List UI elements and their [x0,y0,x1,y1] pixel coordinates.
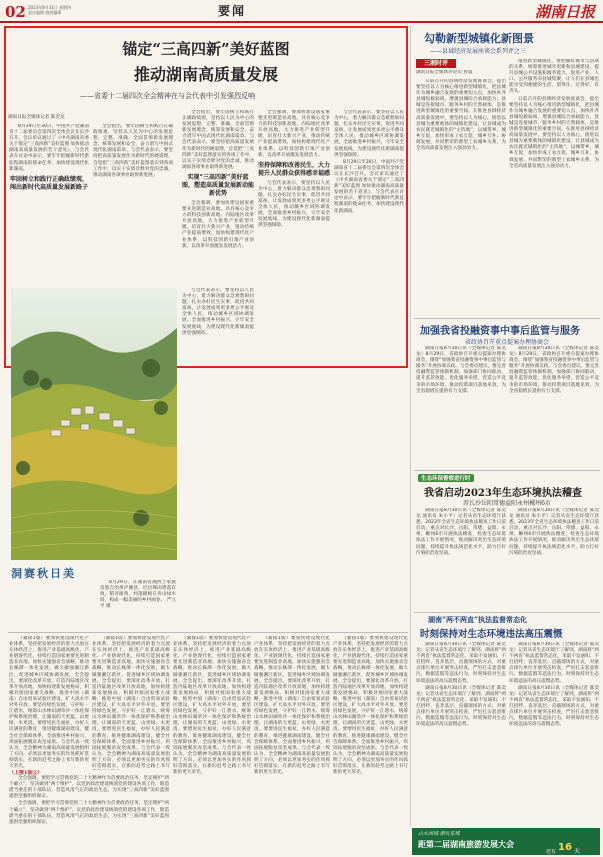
eco-badge: 生态环保督察进行时 [418,474,474,482]
banner-slogan: 山水洲城·潮玩星城 [418,831,460,837]
lead-col3-bottom: 与会代表表示，要坚持以人民为中心，着力解决群众急难愁盼问题，扎实办好民生实事，促进共同富裕，让发展成果更多更公平惠及全体人民，推动城乡区域协调发展，全面推进乡村振兴，守牢安全发展底线，为建设现代化新湖南提供坚强保障。 [182,288,254,336]
campaign-col1: 湖南日报8月30日讯（全媒体记者 陈奕龙）记者从省生态环境厅了解到，湖南将“两不两直”执法监督常态化，采取不发通知、不打招呼、直奔基层、直插现场的方式，对重点排污单位开展突击检查，严厉打击恶意排污、数据造假等违法行为，时刻保持对生态环境违法的高压震慑态势。 湖南日报8月30日讯（全媒体记者 陈奕龙）记者从省生态环境厅了解到，湖南将“两不两直”执法监督常态化，采取不发通知、不打招呼、直奔基层、直插现场的方式，对重点排污单位开展突击检查，严厉打击恶意排污、数据造假等违法行为，时刻保持对生态环境违法的高压震慑态势。 [416,642,506,728]
investment-subtitle: 省政协召开重点提案办理协商会 [464,339,549,346]
date-line: 2023年8月31日 星期四 责任编辑 值班编辑 [28,5,72,15]
continued-col5: （紧接1版）要加快建设现代化产业体系，坚持把发展经济的着力点放在实体经济上，推进产业基础高级化、产业链现代化，持续打造国家重要先进制造业高地。加快实施强省会战略，推动长株潭一体化发展，做大做强湘江新区，促进城乡区域协调发展。全会提出，要深化改革开放，打造内陆地区改革开放高地，加快构建新发展格局，积极对接国家重大战略，推进中国（湖南）自由贸易试验区建设，扩大高水平对外开放。要坚持绿色发展，守护好一江碧水，统筹山水林田湖草沙一体化保护和系统治理，让湖南的天更蓝、山更绿、水更清。要增进民生福祉，办好人民满意的教育，推进健康湖南建设，健全社会保障体系，全面推进乡村振兴，巩固拓展脱贫攻坚成果。与会代表一致认为，全会精神为湖南高质量发展指明了方向，必须以更加务实的作风抓好贯彻落实，在新的赶考之路上书写新的更大荣光。 [333,636,408,776]
commentary-author: 湖南日报全媒体评论员 曾震 [416,70,473,75]
lead-col3: 全会指出，要牢固树立和践行正确政绩观，坚持以人民为中心的发展思想，完整、准确、全面贯彻新发展理念，统筹发展和安全，奋力谱写中国式现代化湖南篇章。与会代表表示，要坚持把高质量发展作为新时代的硬道理，自觉把“三高四新”美好蓝图落实到各项工作中，以实干实绩诠释对党的忠诚，推动湖南各项事业取得新进展。 实现“三高四新”美好蓝图，塑造高质量发展新动能新优势 全会强调，要加快建设国家重要先进制造业高地、具有核心竞争力的科技创新高地、内陆地区改革开放高地，大力推进产业转型升级，培育壮大新兴产业，推动传统产业提质增效，加快构建现代化产业体系，以科技创新引领产业创新，以改革开放激发发展活力。 [182,110,254,249]
banner-unit: 天 [574,848,581,855]
divider-right-1 [414,318,600,319]
lead-headline-line1: 锚定“三高四新”美好蓝图 [122,40,290,58]
continued-col4: （紧接1版）要加快建设现代化产业体系，坚持把发展经济的着力点放在实体经济上，推进产业基础高级化、产业链现代化，持续打造国家重要先进制造业高地。加快实施强省会战略，推动长株潭一体化发展，做大做强湘江新区，促进城乡区域协调发展。全会提出，要深化改革开放，打造内陆地区改革开放高地，加快构建新发展格局，积极对接国家重大战略，推进中国（湖南）自由贸易试验区建设，扩大高水平对外开放。要坚持绿色发展，守护好一江碧水，统筹山水林田湖草沙一体化保护和系统治理，让湖南的天更蓝、山更绿、水更清。要增进民生福祉，办好人民满意的教育，推进健康湖南建设，健全社会保障体系，全面推进乡村振兴，巩固拓展脱贫攻坚成果。与会代表一致认为，全会精神为湖南高质量发展指明了方向，必须以更加务实的作风抓好贯彻落实，在新的赶考之路上书写新的更大荣光。 [254,636,330,776]
jump-block: （上接1版②） 全会强调，要把学习贯彻党的二十大精神作为首要政治任务，坚定拥护“两个确立”，坚决做到“两个维护”，以党的政治建设统领党的建设各项工作，锻造堪当重任的干部队伍，营造风清气正的政治生态，为实现“三高四新”美好蓝图提供坚强组织保证。 全会强调，要把学习贯彻党的二十大精神作为首要政治任务，坚定拥护“两个确立”，坚决做到“两个维护”，以党的政治建设统领党的建设各项工作，锻造堪当重任的干部队伍，营造风清气正的政治生态，为实现“三高四新”美好蓝图提供坚强组织保证。 [9,770,169,854]
lead-byline: 湖南日报全媒体记者 陈奕龙 [8,115,65,120]
continued-col1: （紧接1版）要加快建设现代化产业体系，坚持把发展经济的着力点放在实体经济上，推进产业基础高级化、产业链现代化，持续打造国家重要先进制造业高地。加快实施强省会战略，推动长株潭一体化发展，做大做强湘江新区，促进城乡区域协调发展。全会提出，要深化改革开放，打造内陆地区改革开放高地，加快构建新发展格局，积极对接国家重大战略，推进中国（湖南）自由贸易试验区建设，扩大高水平对外开放。要坚持绿色发展，守护好一江碧水，统筹山水林田湖草沙一体化保护和系统治理，让湖南的天更蓝、山更绿、水更清。要增进民生福祉，办好人民满意的教育，推进健康湖南建设，健全社会保障体系，全面推进乡村振兴，巩固拓展脱贫攻坚成果。与会代表一致认为，全会精神为湖南高质量发展指明了方向，必须以更加务实的作风抓好贯彻落实，在新的赶考之路上书写新的更大荣光。 [9,636,89,769]
divider-right-3 [414,612,600,613]
lead-col4: 全会强调，要加快建设国家重要先进制造业高地、具有核心竞争力的科技创新高地、内陆地区改革开放高地，大力推进产业转型升级，培育壮大新兴产业，推动传统产业提质增效，加快构建现代化产业体系，以科技创新引领产业创新，以改革开放激发发展活力。 坚持保障和改善民生，大力提升人民群众获得感幸福感 与会代表表示，要坚持以人民为中心，着力解决群众急难愁盼问题，扎实办好民生实事，促进共同富裕，让发展成果更多更公平惠及全体人民，推动城乡区域协调发展，全面推进乡村振兴，守牢安全发展底线，为建设现代化新湖南提供坚强保障。 [258,110,330,229]
investment-title: 加强我省投融资事中事后监管与服务 [420,326,580,337]
section-title: 要闻 [218,4,247,18]
masthead-rule [0,21,603,23]
lead-col5: 与会代表表示，要坚持以人民为中心，着力解决群众急难愁盼问题，扎实办好民生实事，促进共同富裕，让发展成果更多更公平惠及全体人民，推动城乡区域协调发展，全面推进乡村振兴，守牢安全发展底线，为建设现代化新湖南提供坚强保障。 8月29日至30日，中国共产党湖南省十二届委员会第四次全体会议在长沙召开。会议审议通过了《中共湖南省委关于锚定“三高四新”美好蓝图 加快推动湖南高质量发展的若干意见》，与会代表在讨论中表示，要牢牢把握新时代新征程湖南的使命任务，加快建设现代化新湖南。 [334,110,404,214]
lead-section1-text: 全会指出，要牢固树立和践行正确政绩观，坚持以人民为中心的发展思想，完整、准确、全面贯彻新发展理念，统筹发展和安全，奋力谱写中国式现代化湖南篇章。与会代表表示，要坚持把高质量发展作为新时代的硬道理，自觉把“三高四新”美好蓝图落实到各项工作中，以实干实绩诠释对党的忠诚，推动湖南各项事业取得新进展。 [93,124,173,178]
tourism-countdown-banner [412,828,600,855]
eco-col2: 湖南日报8月30日讯（全媒体记者 陈奕龙 通讯员 朱小平）记者从省生态环境厅获悉，2023年全省生态环境执法稽查工作日前启动，重点对长沙、岳阳、常德、益阳、永州、郴州6市开展执法稽查，检查生态环境执法工作开展情况，推动解决突出生态环境问题，持续提升执法规范化水平，助力打好污染防治攻坚战。 [509,508,599,556]
divider-right-2 [414,470,600,471]
eco-subtitle: 涉长沙岳阳常德益阳永州郴州6市 [463,500,551,507]
investment-col1: 湖南日报8月30日讯（全媒体记者 陈奕龙）8月29日，省政协召开重点提案办理协商会，围绕“加强我省投融资事中事后监管与服务”开展协商议政。与会委员建议，要完善投融资监管体制机制，加强部门协同联动，提升监管效能，优化服务举措，营造公平竞争的市场环境，推动投资项目落地见效，为全省稳增长提供有力支撑。 [416,346,506,394]
lead-intro: 8月29日至30日，中国共产党湖南省十二届委员会第四次全体会议在长沙召开。会议审议通过了《中共湖南省委关于锚定“三高四新”美好蓝图 加快推动湖南高质量发展的若干意见》，与会代表在讨论中表示，要牢牢把握新时代新征程湖南的使命任务，加快建设现代化新湖南。 牢固树立和践行正确政绩观，闯出新时代高质量发展新路子 [9,124,89,191]
landscape-photo [11,288,177,560]
commentary-title: 勾勒新型城镇化新图景 [424,32,534,45]
lead-section1-title: 牢固树立和践行正确政绩观，闯出新时代高质量发展新路子 [9,175,88,191]
terrace-field-image [11,288,177,560]
divider-lower [8,632,408,633]
page-number: 02 [5,3,26,21]
commentary-col1: 日前召开的县域经济发展座谈会，提出要坚持以人为核心推进新型城镇化，把县城作为城乡融合发展的重要切入点，加快补齐县城短板弱项，增强县城综合承载能力。县城是连接城市、服务乡村的天然载体，是推进新型城镇化的重要空间。在推进县域经济高质量发展中，要坚持以人为核心，推进以县城为重要载体的城镇化建设，让县城成为农民就近城镇化的“主阵地”，以城带乡、城乡互促，加快形成工农互促、城乡互补、协调发展、共同繁荣的新型工农城乡关系，为全省高质量发展注入强劲动力。 [416,79,506,152]
eco-col1: 湖南日报8月30日讯（全媒体记者 陈奕龙 通讯员 朱小平）记者从省生态环境厅获悉，2023年全省生态环境执法稽查工作日前启动，重点对长沙、岳阳、常德、益阳、永州、郴州6市开展执法稽查，检查生态环境执法工作开展情况，推动解决突出生态环境问题，持续提升执法规范化水平，助力打好污染防治攻坚战。 [416,508,506,556]
photo-caption-text: 8月29日，在湖南省湘西土家族苗族自治州泸溪县，层层梯田错落有致，稻谷渐黄，村落掩映在青山绿水间，构成一幅美丽的乡村画卷。 严立平 摄 [100,580,176,610]
banner-days: 16 [558,842,572,853]
lead-subtitle: ——省委十二届四次全会精神在与会代表中引发强烈反响 [80,92,255,100]
campaign-title-2: 时刻保持对生态环境违法高压震慑 [420,629,563,640]
banner-prefix: 还有 [546,849,557,855]
commentary-col2: 推进新型城镇化，要把握好城市与县域的关系，统筹推进城市更新和县城建设，提升县城公共设施和服务能力，促进产业、人口、公共服务向县城集聚，让人们在县城也能享受到便捷的生活，留得住、过得好、有奔头。 日前召开的县域经济发展座谈会，提出要坚持以人为核心推进新型城镇化，把县城作为城乡融合发展的重要切入点，加快补齐县城短板弱项，增强县城综合承载能力。县城是连接城市、服务乡村的天然载体，是推进新型城镇化的重要空间。在推进县域经济高质量发展中，要坚持以人为核心，推进以县城为重要载体的城镇化建设，让县城成为农民就近城镇化的“主阵地”，以城带乡、城乡互促，加快形成工农互促、城乡互补、协调发展、共同繁荣的新型工农城乡关系，为全省高质量发展注入强劲动力。 [509,59,599,169]
newspaper-logo: 湖南日报 [534,3,595,21]
eco-title: 我省启动2023年生态环境执法稽查 [424,488,582,499]
masthead [0,0,603,24]
column-rule [410,26,411,826]
commentary-subtitle: ——县域经济发展座谈会系列评之三 [430,48,527,55]
continued-col2: （紧接1版）要加快建设现代化产业体系，坚持把发展经济的着力点放在实体经济上，推进产业基础高级化、产业链现代化，持续打造国家重要先进制造业高地。加快实施强省会战略，推动长株潭一体化发展，做大做强湘江新区，促进城乡区域协调发展。全会提出，要深化改革开放，打造内陆地区改革开放高地，加快构建新发展格局，积极对接国家重大战略，推进中国（湖南）自由贸易试验区建设，扩大高水平对外开放。要坚持绿色发展，守护好一江碧水，统筹山水林田湖草沙一体化保护和系统治理，让湖南的天更蓝、山更绿、水更清。要增进民生福祉，办好人民满意的教育，推进健康湖南建设，健全社会保障体系，全面推进乡村振兴，巩固拓展脱贫攻坚成果。与会代表一致认为，全会精神为湖南高质量发展指明了方向，必须以更加务实的作风抓好贯彻落实，在新的赶考之路上书写 [92,636,170,769]
lead-section3-title: 坚持保障和改善民生，大力提升人民群众获得感幸福感 [258,161,330,177]
photo-caption-title: 洞赛秋日美 [11,567,76,580]
campaign-col2: 湖南日报8月30日讯（全媒体记者 陈奕龙）记者从省生态环境厅了解到，湖南将“两不两直”执法监督常态化，采取不发通知、不打招呼、直奔基层、直插现场的方式，对重点排污单位开展突击检查，严厉打击恶意排污、数据造假等违法行为，时刻保持对生态环境违法的高压震慑态势。 湖南日报8月30日讯（全媒体记者 陈奕龙）记者从省生态环境厅了解到，湖南将“两不两直”执法监督常态化，采取不发通知、不打招呼、直奔基层、直插现场的方式，对重点排污单位开展突击检查，严厉打击恶意排污、数据造假等违法行为，时刻保持对生态环境违法的高压震慑态势。 [509,642,599,728]
lead-section2-title: 实现“三高四新”美好蓝图，塑造高质量发展新动能新优势 [182,173,254,197]
commentary-badge: 三湘时评 [416,59,456,68]
continued-col3: （紧接1版）要加快建设现代化产业体系，坚持把发展经济的着力点放在实体经济上，推进产业基础高级化、产业链现代化，持续打造国家重要先进制造业高地。加快实施强省会战略，推动长株潭一体化发展，做大做强湘江新区，促进城乡区域协调发展。全会提出，要深化改革开放，打造内陆地区改革开放高地，加快构建新发展格局，积极对接国家重大战略，推进中国（湖南）自由贸易试验区建设，扩大高水平对外开放。要坚持绿色发展，守护好一江碧水，统筹山水林田湖草沙一体化保护和系统治理，让湖南的天更蓝、山更绿、水更清。要增进民生福祉，办好人民满意的教育，推进健康湖南建设，健全社会保障体系，全面推进乡村振兴，巩固拓展脱贫攻坚成果。与会代表一致认为，全会精神为湖南高质量发展指明了方向，必须以更加务实的作风抓好贯彻落实，在新的赶考之路上书写新的更大荣光。 [173,636,251,776]
banner-title: 距第二届湖南旅游发展大会 [418,839,514,849]
lead-headline-line2: 推动湖南高质量发展 [133,65,278,84]
investment-col2: 湖南日报8月30日讯（全媒体记者 陈奕龙）8月29日，省政协召开重点提案办理协商会，围绕“加强我省投融资事中事后监管与服务”开展协商议政。与会委员建议，要完善投融资监管体制机制，加强部门协同联动，提升监管效能，优化服务举措，营造公平竞争的市场环境，推动投资项目落地见效，为全省稳增长提供有力支撑。 [509,346,599,394]
campaign-title-1: 湖南“两不两直”执法监督常态化 [428,615,528,624]
